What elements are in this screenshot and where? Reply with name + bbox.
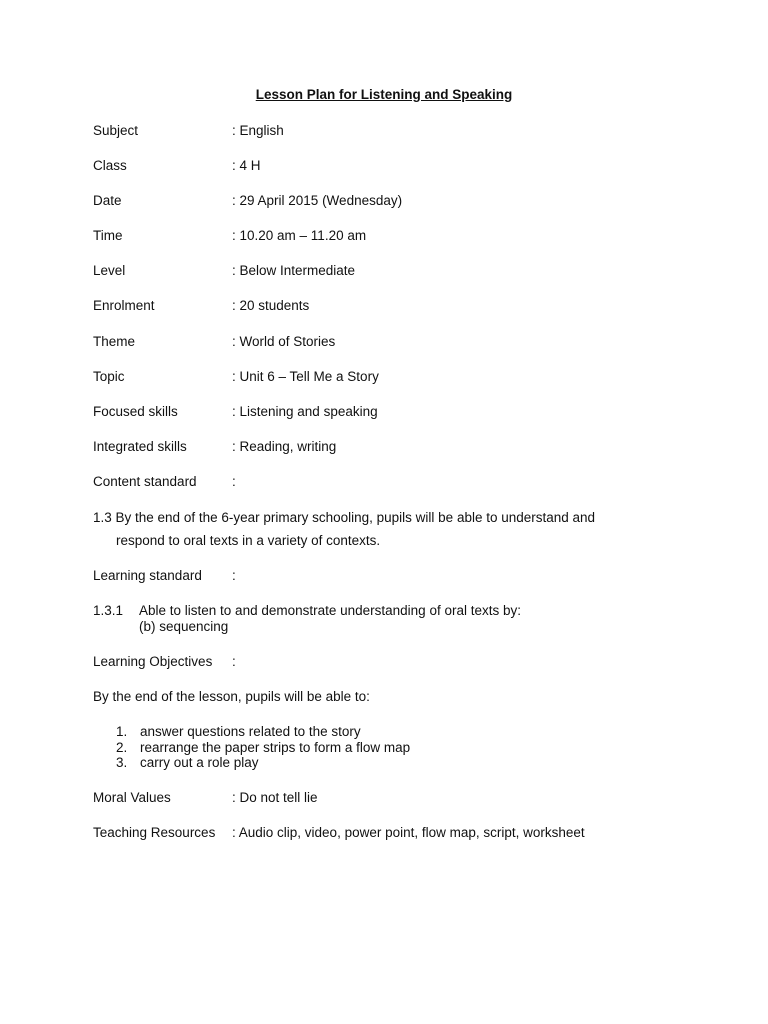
field-value: : Listening and speaking: [232, 404, 378, 419]
field-value: : 10.20 am – 11.20 am: [232, 228, 367, 243]
learning-objectives-intro: By the end of the lesson, pupils will be able to:: [93, 689, 370, 704]
objective-text: answer questions related to the story: [140, 724, 361, 739]
field-label: Content standard: [93, 474, 197, 489]
field-label: Integrated skills: [93, 439, 187, 454]
objective-number: 1.: [116, 724, 128, 739]
field-label: Date: [93, 193, 122, 208]
objective-text: carry out a role play: [140, 755, 259, 770]
field-value: : Below Intermediate: [232, 263, 356, 278]
learning-standard-text: Able to listen to and demonstrate understanding of oral texts by:: [139, 603, 521, 618]
field-value: : Reading, writing: [232, 439, 337, 454]
field-value: :: [232, 568, 236, 583]
learning-standard-number: 1.3.1: [93, 603, 124, 618]
document-title: Lesson Plan for Listening and Speaking: [255, 87, 513, 102]
content-standard-text-line2: respond to oral texts in a variety of contexts.: [116, 533, 381, 548]
field-label: Time: [93, 228, 123, 243]
field-value: : Do not tell lie: [232, 790, 318, 805]
content-standard-text-line1: 1.3 By the end of the 6-year primary schooling, pupils will be able to understand and: [93, 510, 596, 525]
field-label: Teaching Resources: [93, 825, 216, 840]
field-value: : Audio clip, video, power point, flow map, script, worksheet: [232, 825, 585, 840]
field-label: Theme: [93, 334, 136, 349]
field-label: Moral Values: [93, 790, 171, 805]
objective-text: rearrange the paper strips to form a flow map: [140, 740, 411, 755]
learning-standard-sub: (b) sequencing: [139, 619, 229, 634]
field-value: :: [232, 654, 236, 669]
field-label: Enrolment: [93, 298, 155, 313]
field-value: : 29 April 2015 (Wednesday): [232, 193, 403, 208]
field-value: : World of Stories: [232, 334, 336, 349]
field-label: Subject: [93, 123, 139, 138]
field-value: : Unit 6 – Tell Me a Story: [232, 369, 379, 384]
field-value: : 20 students: [232, 298, 310, 313]
field-label: Class: [93, 158, 127, 173]
field-value: : English: [232, 123, 284, 138]
field-value: : 4 H: [232, 158, 261, 173]
field-label: Focused skills: [93, 404, 178, 419]
field-label: Learning standard: [93, 568, 202, 583]
field-value: :: [232, 474, 236, 489]
field-label: Topic: [93, 369, 125, 384]
objective-number: 2.: [116, 740, 128, 755]
objective-number: 3.: [116, 755, 128, 770]
field-label: Level: [93, 263, 126, 278]
field-label: Learning Objectives: [93, 654, 213, 669]
